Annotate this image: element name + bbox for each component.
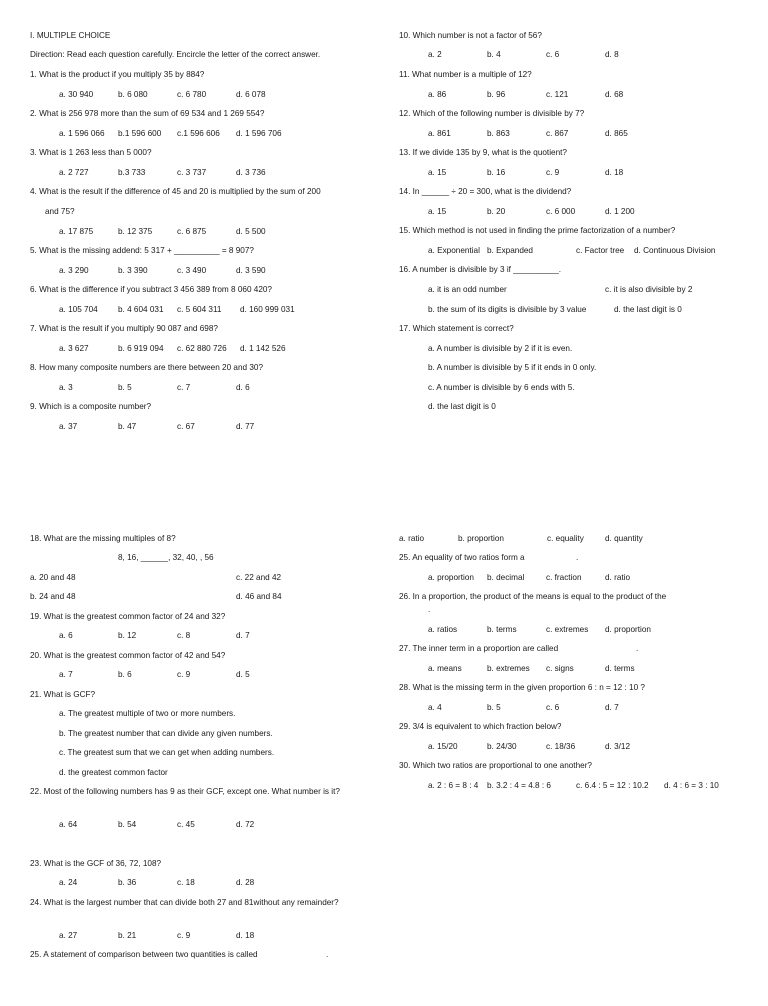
choice-c[interactable]: c. 3 737: [177, 168, 207, 177]
choice-b[interactable]: b. 96: [487, 90, 506, 99]
choice-c[interactable]: c. 18/36: [546, 742, 576, 751]
choice-a[interactable]: a. 27: [59, 931, 78, 940]
choice-a[interactable]: a. 2: [428, 50, 442, 59]
choice-c[interactable]: c. 9: [177, 931, 191, 940]
question-30: 30. Which two ratios are proportional to one another?: [399, 761, 592, 770]
choice-a[interactable]: a. 3 290: [59, 266, 89, 275]
choice-a[interactable]: a. 2 727: [59, 168, 89, 177]
choice-c[interactable]: c. extremes: [546, 625, 589, 634]
choice-b[interactable]: b.3 733: [118, 168, 146, 177]
choice-c[interactable]: c. 121: [546, 90, 569, 99]
question-3: 3. What is 1 263 less than 5 000?: [30, 148, 152, 157]
choice-b[interactable]: b. 24/30: [487, 742, 517, 751]
choice-d[interactable]: d. 3/12: [605, 742, 631, 751]
question-27-blank: .: [636, 644, 639, 653]
choice-d[interactable]: d. 7: [236, 631, 250, 640]
choice-d[interactable]: d. 8: [605, 50, 619, 59]
choice-c[interactable]: c. equality: [547, 534, 584, 543]
choice-b[interactable]: b. 863: [487, 129, 510, 138]
choice-b[interactable]: b. 4 604 031: [118, 305, 164, 314]
question-28: 28. What is the missing term in the given proportion 6 : n = 12 : 10 ?: [399, 683, 645, 692]
choice-d[interactable]: d. 18: [236, 931, 255, 940]
choice-d[interactable]: d. 4 : 6 = 3 : 10: [664, 781, 719, 790]
choice-b[interactable]: b. 5: [487, 703, 501, 712]
question-25-statement-blank: .: [326, 950, 329, 959]
question-8: 8. How many composite numbers are there between 20 and 30?: [30, 363, 264, 372]
question-1: 1. What is the product if you multiply 35 by 884?: [30, 70, 205, 79]
choice-a[interactable]: a. 86: [428, 90, 447, 99]
choice-a[interactable]: a. 861: [428, 129, 451, 138]
choice-a[interactable]: a. 37: [59, 422, 78, 431]
choice-c[interactable]: c. 6 875: [177, 227, 207, 236]
question-5: 5. What is the missing addend: 5 317 + __________ = 8 907?: [30, 246, 254, 255]
choice-c[interactable]: c. 45: [177, 820, 195, 829]
choice-a[interactable]: a. 15: [428, 168, 447, 177]
question-18-choice-a[interactable]: a. 20 and 48: [30, 573, 76, 582]
question-11: 11. What number is a multiple of 12?: [399, 70, 532, 79]
question-29: 29. 3/4 is equivalent to which fraction below?: [399, 722, 562, 731]
choice-c[interactable]: c. 62 880 726: [177, 344, 227, 353]
choice-c[interactable]: c. 67: [177, 422, 195, 431]
choice-c[interactable]: c. 9: [546, 168, 560, 177]
choice-c[interactable]: c. fraction: [546, 573, 582, 582]
choice-b[interactable]: b. 3 390: [118, 266, 148, 275]
choice-b[interactable]: b. 5: [118, 383, 132, 392]
question-17: 17. Which statement is correct?: [399, 324, 514, 333]
question-12: 12. Which of the following number is divisible by 7?: [399, 109, 585, 118]
question-22: 22. Most of the following numbers has 9 as their GCF, except one. What number is it?: [30, 787, 340, 796]
choice-c[interactable]: c. 867: [546, 129, 569, 138]
question-21: 21. What is GCF?: [30, 690, 96, 699]
question-16-choice-d[interactable]: d. the last digit is 0: [614, 305, 682, 314]
choice-b[interactable]: b. 16: [487, 168, 506, 177]
question-13: 13. If we divide 135 by 9, what is the quotient?: [399, 148, 567, 157]
choice-d[interactable]: d. 3 590: [236, 266, 266, 275]
question-21-choice-c[interactable]: c. The greatest sum that we can get when adding numbers.: [59, 748, 275, 757]
choice-d[interactable]: d. 68: [605, 90, 624, 99]
choice-b[interactable]: b. 36: [118, 878, 137, 887]
choice-b[interactable]: b. 6 919 094: [118, 344, 164, 353]
choice-b[interactable]: b. proportion: [458, 534, 504, 543]
choice-a[interactable]: a. 3 627: [59, 344, 89, 353]
choice-a[interactable]: a. 30 940: [59, 90, 94, 99]
choice-b[interactable]: b. 54: [118, 820, 137, 829]
question-17-choice-a[interactable]: a. A number is divisible by 2 if it is even.: [428, 344, 573, 353]
choice-a[interactable]: a. means: [428, 664, 462, 673]
choice-d[interactable]: d. 160 999 031: [240, 305, 295, 314]
choice-b[interactable]: b. 12: [118, 631, 137, 640]
choice-b[interactable]: b. Expanded: [487, 246, 533, 255]
choice-d[interactable]: d. 1 596 706: [236, 129, 282, 138]
question-26-blank: .: [428, 605, 431, 614]
question-7: 7. What is the result if you multiply 90 087 and 698?: [30, 324, 218, 333]
choice-a[interactable]: a. 105 704: [59, 305, 98, 314]
choice-b[interactable]: b. 12 375: [118, 227, 153, 236]
choice-a[interactable]: a. 64: [59, 820, 78, 829]
choice-c[interactable]: c. signs: [546, 664, 574, 673]
question-21-choice-a[interactable]: a. The greatest multiple of two or more numbers.: [59, 709, 236, 718]
question-27: 27. The inner term in a proportion are called: [399, 644, 559, 653]
question-18-choice-d[interactable]: d. 46 and 84: [236, 592, 282, 601]
choice-c[interactable]: c. 6.4 : 5 = 12 : 10.2: [576, 781, 649, 790]
choice-b[interactable]: b. 6 080: [118, 90, 148, 99]
question-17-choice-b[interactable]: b. A number is divisible by 5 if it ends in 0 only.: [428, 363, 597, 372]
question-14: 14. In ______ ÷ 20 = 300, what is the dividend?: [399, 187, 572, 196]
choice-b[interactable]: b. 4: [487, 50, 501, 59]
choice-d[interactable]: d. 1 200: [605, 207, 635, 216]
choice-d[interactable]: d. 18: [605, 168, 624, 177]
question-17-choice-d[interactable]: d. the last digit is 0: [428, 402, 496, 411]
question-16-choice-a[interactable]: a. it is an odd number: [428, 285, 507, 294]
question-9: 9. Which is a composite number?: [30, 402, 152, 411]
choice-a[interactable]: a. 15: [428, 207, 447, 216]
choice-b[interactable]: b. 20: [487, 207, 506, 216]
section-title: I. MULTIPLE CHOICE: [30, 31, 111, 40]
choice-d[interactable]: d. 77: [236, 422, 255, 431]
choice-d[interactable]: d. 1 142 526: [240, 344, 286, 353]
question-4: 4. What is the result if the difference of 45 and 20 is multiplied by the sum of 200: [30, 187, 321, 196]
choice-b[interactable]: b. terms: [487, 625, 517, 634]
choice-a[interactable]: a. Exponential: [428, 246, 480, 255]
question-2: 2. What is 256 978 more than the sum of 69 534 and 1 269 554?: [30, 109, 265, 118]
choice-a[interactable]: a. 1 596 066: [59, 129, 105, 138]
question-25-proportion: 25. An equality of two ratios form a: [399, 553, 525, 562]
choice-c[interactable]: c. 6: [546, 703, 560, 712]
question-26: 26. In a proportion, the product of the means is equal to the product of the: [399, 592, 667, 601]
question-20: 20. What is the greatest common factor of 42 and 54?: [30, 651, 226, 660]
choice-b[interactable]: b. 21: [118, 931, 137, 940]
question-23: 23. What is the GCF of 36, 72, 108?: [30, 859, 162, 868]
choice-d[interactable]: d. 28: [236, 878, 255, 887]
question-18-sequence: 8, 16, ______, 32, 40, , 56: [118, 553, 214, 562]
choice-a[interactable]: a. 4: [428, 703, 442, 712]
choice-a[interactable]: a. 17 875: [59, 227, 94, 236]
choice-d[interactable]: d. 5: [236, 670, 250, 679]
directions: Direction: Read each question carefully. Encircle the letter of the correct answer.: [30, 50, 321, 59]
choice-a[interactable]: a. ratios: [428, 625, 458, 634]
question-19: 19. What is the greatest common factor of 24 and 32?: [30, 612, 226, 621]
choice-d[interactable]: d. terms: [605, 664, 635, 673]
choice-d[interactable]: d. 6: [236, 383, 250, 392]
choice-d[interactable]: d. Continuous Division: [634, 246, 716, 255]
question-6: 6. What is the difference if you subtract 3 456 389 from 8 060 420?: [30, 285, 272, 294]
question-16: 16. A number is divisible by 3 if __________.: [399, 265, 562, 274]
choice-c[interactable]: c. 6: [546, 50, 560, 59]
choice-b[interactable]: b. 6: [118, 670, 132, 679]
choice-c[interactable]: c. 5 604 311: [177, 305, 222, 314]
choice-a[interactable]: a. 6: [59, 631, 73, 640]
choice-a[interactable]: a. 24: [59, 878, 78, 887]
question-17-choice-c[interactable]: c. A number is divisible by 6 ends with 5.: [428, 383, 575, 392]
choice-c[interactable]: c. 8: [177, 631, 191, 640]
question-24: 24. What is the largest number that can divide both 27 and 81without any remainder?: [30, 898, 339, 907]
choice-b[interactable]: b. 3.2 : 4 = 4.8 : 6: [487, 781, 551, 790]
choice-c[interactable]: c. 7: [177, 383, 191, 392]
choice-c[interactable]: c. 9: [177, 670, 191, 679]
question-25-proportion-blank: .: [576, 553, 579, 562]
choice-b[interactable]: b.1 596 600: [118, 129, 162, 138]
choice-c[interactable]: c.1 596 606: [177, 129, 220, 138]
choice-c[interactable]: c. 6 000: [546, 207, 576, 216]
choice-d[interactable]: d. quantity: [605, 534, 643, 543]
choice-d[interactable]: d. 3 736: [236, 168, 266, 177]
question-10: 10. Which number is not a factor of 56?: [399, 31, 542, 40]
choice-d[interactable]: d. 7: [605, 703, 619, 712]
choice-a[interactable]: a. proportion: [428, 573, 474, 582]
choice-d[interactable]: d. 5 500: [236, 227, 266, 236]
choice-d[interactable]: d. 6 078: [236, 90, 266, 99]
question-18-choice-c[interactable]: c. 22 and 42: [236, 573, 282, 582]
choice-c[interactable]: c. 18: [177, 878, 195, 887]
question-15: 15. Which method is not used in finding the prime factorization of a number?: [399, 226, 676, 235]
choice-b[interactable]: b. 47: [118, 422, 137, 431]
question-18: 18. What are the missing multiples of 8?: [30, 534, 176, 543]
question-21-choice-b[interactable]: b. The greatest number that can divide any given numbers.: [59, 729, 273, 738]
question-21-choice-d[interactable]: d. the greatest common factor: [59, 768, 168, 777]
choice-a[interactable]: a. ratio: [399, 534, 425, 543]
choice-d[interactable]: d. 72: [236, 820, 255, 829]
choice-b[interactable]: b. extremes: [487, 664, 530, 673]
question-25-statement: 25. A statement of comparison between two quantities is called: [30, 950, 258, 959]
question-18-choice-b[interactable]: b. 24 and 48: [30, 592, 76, 601]
choice-d[interactable]: d. ratio: [605, 573, 631, 582]
choice-a[interactable]: a. 7: [59, 670, 73, 679]
choice-c[interactable]: c. Factor tree: [576, 246, 625, 255]
choice-d[interactable]: d. proportion: [605, 625, 651, 634]
choice-b[interactable]: b. decimal: [487, 573, 525, 582]
choice-c[interactable]: c. 3 490: [177, 266, 207, 275]
choice-d[interactable]: d. 865: [605, 129, 628, 138]
choice-a[interactable]: a. 3: [59, 383, 73, 392]
choice-a[interactable]: a. 15/20: [428, 742, 458, 751]
choice-c[interactable]: c. 6 780: [177, 90, 207, 99]
choice-a[interactable]: a. 2 : 6 = 8 : 4: [428, 781, 479, 790]
question-16-choice-b[interactable]: b. the sum of its digits is divisible by 3 value: [428, 305, 587, 314]
question-16-choice-c[interactable]: c. it is also divisible by 2: [605, 285, 693, 294]
question-4-continued: and 75?: [45, 207, 75, 216]
